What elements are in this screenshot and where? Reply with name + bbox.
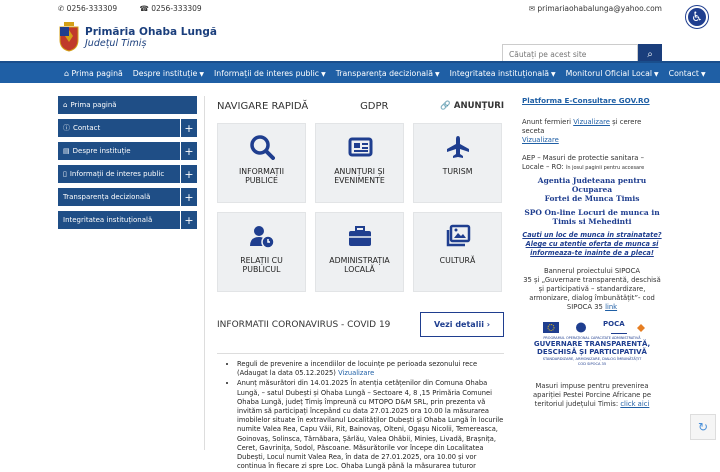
tile-label-line2: EVENIMENTE — [334, 176, 385, 185]
tile-label-line1: ANUNȚURI ȘI — [334, 167, 385, 176]
news-item — [237, 360, 504, 378]
nav-home-label: Prima pagină — [71, 68, 123, 78]
fax-contact: ☎ 0256-333309 — [139, 3, 202, 13]
nav-contact[interactable] — [669, 69, 706, 78]
covid-title: INFORMATII CORONAVIRUS - COVID 19 — [217, 319, 391, 330]
main-content — [217, 96, 504, 472]
sidebar-item-label: Transparența decizională — [63, 193, 151, 201]
chevron-down-icon: ▼ — [435, 70, 440, 78]
sidebar-item-about[interactable] — [58, 142, 197, 160]
banner-program: PROGRAMUL OPERAȚIONAL CAPACITATE ADMINISTRATIVĂ — [543, 336, 641, 340]
tile-announcements[interactable] — [315, 123, 404, 203]
email-address[interactable]: primariaohabalunga@yahoo.com — [537, 3, 662, 13]
newspaper-icon — [347, 134, 373, 160]
news-list — [217, 353, 504, 471]
tile-label-line1: RELAȚII CU — [240, 256, 283, 265]
top-bar — [0, 0, 720, 16]
site-logo[interactable] — [58, 22, 217, 52]
nav-public-info[interactable] — [214, 69, 326, 78]
quick-tabs — [217, 96, 504, 116]
tile-label — [329, 256, 389, 274]
briefcase-icon — [347, 223, 373, 249]
sidebar-item-label: Informații de interes public — [69, 170, 165, 178]
expand-icon[interactable]: + — [180, 211, 197, 229]
nav-home[interactable] — [64, 69, 123, 78]
agency-line1: Agentia Judeteana pentru Ocuparea — [537, 176, 647, 194]
tile-local-admin[interactable] — [315, 212, 404, 292]
spo-line1: SPO On-line Locuri de munca in — [524, 208, 660, 217]
tab-gdpr[interactable]: GDPR — [360, 100, 389, 112]
tile-label — [334, 167, 385, 185]
plane-icon — [445, 134, 471, 160]
tile-label — [440, 256, 476, 265]
sipoca-title: Bannerul proiectului SIPOCA — [543, 267, 641, 275]
search-icon: ⌕ — [647, 48, 653, 60]
chevron-down-icon: ▼ — [701, 70, 706, 78]
sipoca-block — [522, 267, 662, 312]
tile-label-line1: INFORMAȚII — [239, 167, 284, 176]
coat-of-arms-icon — [58, 22, 80, 52]
agency-line2: Fortei de Munca Timis — [544, 194, 640, 203]
sidebar-item-home[interactable] — [58, 96, 197, 114]
farmers-text: Anunt fermieri — [522, 118, 572, 126]
expand-icon[interactable]: + — [180, 142, 197, 160]
news-link[interactable]: Vizualizare — [338, 369, 375, 378]
sidebar-item-label: Integritatea instituțională — [63, 216, 153, 224]
sidebar-item-integrity[interactable] — [58, 211, 197, 229]
banner-title-line1: GUVERNARE TRANSPARENTĂ, — [533, 340, 651, 348]
image-icon — [445, 223, 471, 249]
link-icon: 🔗 — [440, 101, 451, 111]
search-icon — [249, 134, 275, 160]
nav-transparency-label: Transparența decizională — [335, 68, 433, 78]
details-button[interactable] — [420, 312, 504, 337]
email-contact[interactable]: ✉ primariaohabalunga@yahoo.com — [528, 3, 662, 13]
tab-quick-nav[interactable]: NAVIGARE RAPIDĂ — [217, 100, 309, 112]
aep-notice — [522, 154, 662, 173]
nav-monitor[interactable] — [566, 69, 659, 78]
phone-number: 0256-333309 — [66, 3, 118, 13]
chevron-right-icon: › — [486, 320, 491, 329]
tab-announcements-label: ANUNȚURI — [453, 101, 504, 111]
poca-logo: POCA — [603, 320, 625, 328]
swine-fever-link[interactable]: click aici — [620, 400, 650, 408]
tile-label-line1: TURISM — [442, 167, 473, 176]
accessibility-icon[interactable]: ♿ — [686, 6, 708, 28]
expand-icon[interactable]: + — [180, 165, 197, 183]
sidebar-item-transparency[interactable] — [58, 188, 197, 206]
banner-subtitle-line: STANDARDIZARE, ARMONIZARE, DIALOG ÎMBUNĂTĂȚIT — [542, 357, 642, 361]
swine-fever-notice — [522, 382, 662, 409]
column-divider — [204, 96, 205, 450]
sipoca-link[interactable]: link — [605, 303, 618, 311]
tile-public-relations[interactable] — [217, 212, 306, 292]
recaptcha-icon[interactable]: ↻ — [690, 414, 716, 440]
fax-number: 0256-333309 — [151, 3, 202, 13]
sidebar-item-label: Contact — [73, 124, 101, 132]
tab-announcements[interactable] — [440, 101, 504, 111]
home-icon: ⌂ — [64, 68, 69, 78]
aep-text[interactable]: AEP – Masuri de protectie sanitara – Locale – RO: — [522, 154, 644, 171]
news-item — [237, 379, 504, 471]
news-text: Anunț măsurători din 14.01.2025 În atenția cetățenilor din Comuna Ohaba Lungă, – satul Dubești și Ohaba Lungă – Sectoare 4, 8 ,15 Primăria Comunei Ohaba Lungă, județ Timiș împreună cu MTOPO D&M SRL, prin prezenta vă invităm să participați începând cu data 27.01.2025 ora 10.00 la măsurarea imobilelor situate în extravilanul Localităților Dubești și Ohaba Lungă în locurile numite Valea Rea, Capu Văii, Rit, Bainovaș, Olteni, Ogașu Nicolii, Temereasca, Goinovaș, Solinsca, Tărnăbara, Șărlău, Valea Ohăbii, Minieș, Livadă, Brașnița, Ceret, Gavrinița, Sodol, Păscoane. Măsurătorile vor începe din Localitatea Dubești, Locul numit Valea Rea, în data de 27.01.2025, ora 10.00 și vor continua în fiecare zi spre Loc. Ohaba Lungă până la măsurarea tuturor — [237, 379, 504, 471]
tile-tourism[interactable] — [413, 123, 502, 203]
site-subtitle: Județul Timiș — [85, 37, 147, 49]
tile-label-line1: CULTURĂ — [439, 256, 476, 265]
info-icon: ⓘ — [63, 124, 70, 132]
nav-transparency[interactable] — [336, 69, 440, 78]
nav-public-info-label: Informații de interes public — [213, 68, 320, 78]
banner-code: COD SIPOCA 35 — [577, 361, 607, 366]
aep-hint: în josul paginii pentru accesare — [565, 165, 645, 171]
tile-label-line1: ADMINISTRAȚIA — [329, 256, 390, 265]
tile-culture[interactable] — [413, 212, 502, 292]
document-icon: ▯ — [63, 170, 67, 178]
spo-block[interactable] — [522, 208, 662, 226]
tile-label-line2: LOCALĂ — [344, 265, 375, 274]
news-text: Reguli de prevenire a incendiilor de locuințe pe perioada sezonului rece (Adaugat la data 05.12.2025) — [237, 360, 478, 378]
nav-about-label: Despre instituție — [132, 68, 198, 78]
platform-link[interactable]: Platforma E-Consultare GOV.RO — [522, 96, 650, 105]
tile-label-line2: PUBLICUL — [242, 265, 281, 274]
nav-integrity-label: Integritatea instituțională — [449, 68, 550, 78]
right-sidebar — [522, 96, 662, 409]
sidebar-item-label: Despre instituție — [72, 147, 131, 155]
farmers-notice — [522, 118, 662, 145]
spo-line2: Timis si Mehedinti — [552, 217, 632, 226]
sipoca-banner[interactable] — [531, 320, 653, 376]
agency-block[interactable] — [522, 176, 662, 203]
banner-title — [531, 341, 653, 356]
sidebar-item-contact[interactable] — [58, 119, 197, 137]
id-card-icon: ▤ — [63, 147, 70, 155]
main-nav — [0, 61, 720, 83]
details-button-label: Vezi detalii — [433, 320, 484, 329]
sipoca-desc: 35 și „Guvernare transparentă, deschisă și participativă – standardizare, armonizare, dialog îmbunătățit”- cod SIPOCA 35 — [523, 276, 661, 311]
expand-icon[interactable]: + — [180, 188, 197, 206]
phone-contact: ✆ 0256-333309 — [58, 3, 118, 13]
quick-nav-grid — [217, 123, 504, 292]
farmers-link[interactable]: Vizualizare — [573, 118, 610, 126]
expand-icon[interactable]: + — [180, 119, 197, 137]
banner-title-line2: DESCHISĂ ȘI PARTICIPATIVĂ — [537, 347, 647, 356]
nav-about[interactable] — [133, 69, 204, 78]
sidebar — [58, 96, 197, 234]
tile-public-info[interactable] — [217, 123, 306, 203]
chevron-down-icon: ▼ — [551, 70, 556, 78]
user-clock-icon — [249, 223, 275, 249]
site-title: Primăria Ohaba Lungă — [85, 25, 218, 38]
chevron-down-icon: ▼ — [199, 70, 204, 78]
tile-label-line2: PUBLICE — [245, 176, 278, 185]
sidebar-item-label: Prima pagină — [70, 101, 117, 109]
swine-fever-text: Masuri impuse pentru prevenirea apariției Pestei Porcine Africane pe teritoriul județului Timis: — [532, 382, 652, 408]
chevron-down-icon: ▼ — [654, 70, 659, 78]
home-icon: ⌂ — [63, 101, 68, 109]
covid-section — [217, 312, 504, 337]
chevron-down-icon: ▼ — [321, 70, 326, 78]
farmers-text-2: și cerere seceta — [522, 118, 642, 135]
sidebar-item-public-info[interactable] — [58, 165, 197, 183]
banner-subtitle — [531, 357, 653, 366]
nav-monitor-label: Monitorul Oficial Local — [565, 68, 653, 78]
drought-link[interactable]: Vizualizare — [522, 136, 559, 144]
abroad-warning[interactable]: Cauti un loc de munca in strainatate? Alege cu atentie oferta de munca si informeaza-te inainte de a pleca! — [522, 231, 662, 257]
nav-integrity[interactable] — [450, 69, 556, 78]
tile-label — [443, 167, 473, 176]
nav-contact-label: Contact — [668, 68, 699, 78]
tile-label — [239, 167, 284, 185]
header — [0, 16, 720, 60]
tile-label — [240, 256, 283, 274]
